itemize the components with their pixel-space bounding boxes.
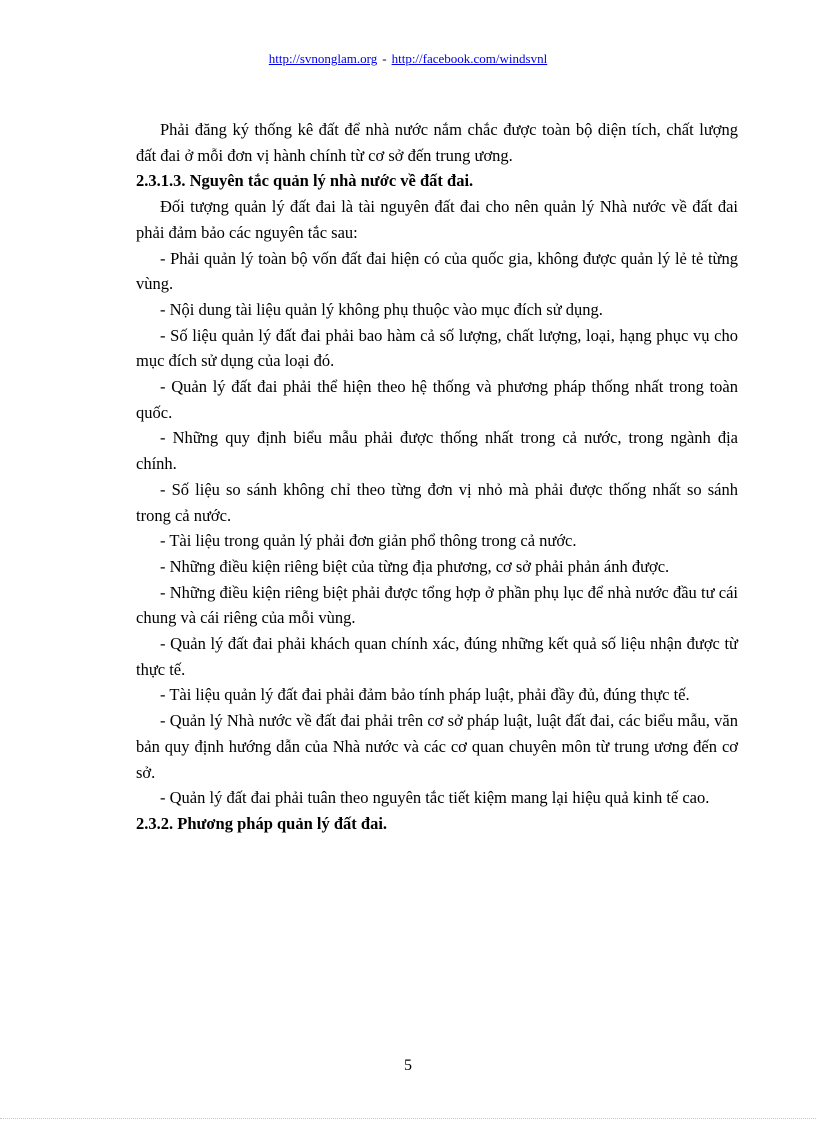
header-link-svnonglam[interactable]: http://svnonglam.org [268,51,378,66]
principle-item: - Những quy định biểu mẫu phải được thống nhất trong cả nước, trong ngành địa chính. [136,428,738,474]
principle-item: - Quản lý đất đai phải thể hiện theo hệ thống và phương pháp thống nhất trong toàn quốc. [136,377,738,422]
header-link-facebook[interactable]: http://facebook.com/windsvnl [391,51,548,66]
principle-item: - Quản lý đất đai phải tuân theo nguyên tắc tiết kiệm mang lại hiệu quả kinh tế cao. [160,788,710,808]
page-bottom-border [0,1118,816,1119]
intro-paragraph: Phải đăng ký thống kê đất để nhà nước nắm chắc được toàn bộ diện tích, chất lượng đất đai ở mỗi đơn vị hành chính từ cơ sở đến trung ương. [136,120,738,165]
page-header [0,50,816,68]
principle-item: - Những điều kiện riêng biệt phải được tổng hợp ở phần phụ lục để nhà nước đầu tư cái chung và cái riêng của mỗi vùng. [136,582,738,628]
principle-item: - Quản lý đất đai phải khách quan chính xác, đúng những kết quả số liệu nhận được từ thực tế. [136,634,738,679]
principle-item: - Tài liệu quản lý đất đai phải đảm bảo tính pháp luật, phải đầy đủ, đúng thực tế. [160,685,690,705]
principle-item: - Quản lý Nhà nước về đất đai phải trên cơ sở pháp luật, luật đất đai, các biểu mẫu, văn bản quy định hướng dẫn của Nhà nước và các cơ quan chuyên môn từ trung ương đến cơ sở. [136,711,738,782]
document-body [136,117,738,837]
section-heading-2-3-1-3: 2.3.1.3. Nguyên tắc quản lý nhà nước về đất đai. [136,171,474,191]
section-heading-2-3-2: 2.3.2. Phương pháp quản lý đất đai. [136,813,388,833]
principle-item: - Số liệu quản lý đất đai phải bao hàm cả số lượng, chất lượng, loại, hạng phục vụ cho mục đích sử dụng của loại đó. [136,325,738,371]
principle-item: - Những điều kiện riêng biệt của từng địa phương, cơ sở phải phản ánh được. [160,556,670,576]
principle-item: - Nội dung tài liệu quản lý không phụ thuộc vào mục đích sử dụng. [160,299,603,319]
principle-item: - Tài liệu trong quản lý phải đơn giản phổ thông trong cả nước. [160,531,577,551]
header-separator: - [382,51,387,66]
principles-intro-paragraph: Đối tượng quản lý đất đai là tài nguyên đất đai cho nên quản lý Nhà nước về đất đai phải đảm bảo các nguyên tắc sau: [136,197,738,242]
principle-item: - Phải quản lý toàn bộ vốn đất đai hiện có của quốc gia, không được quản lý lẻ tẻ từng vùng. [136,248,738,294]
principle-item: - Số liệu so sánh không chỉ theo từng đơn vị nhỏ mà phải được thống nhất so sánh trong cả nước. [136,479,738,525]
page-number: 5 [404,1057,412,1074]
